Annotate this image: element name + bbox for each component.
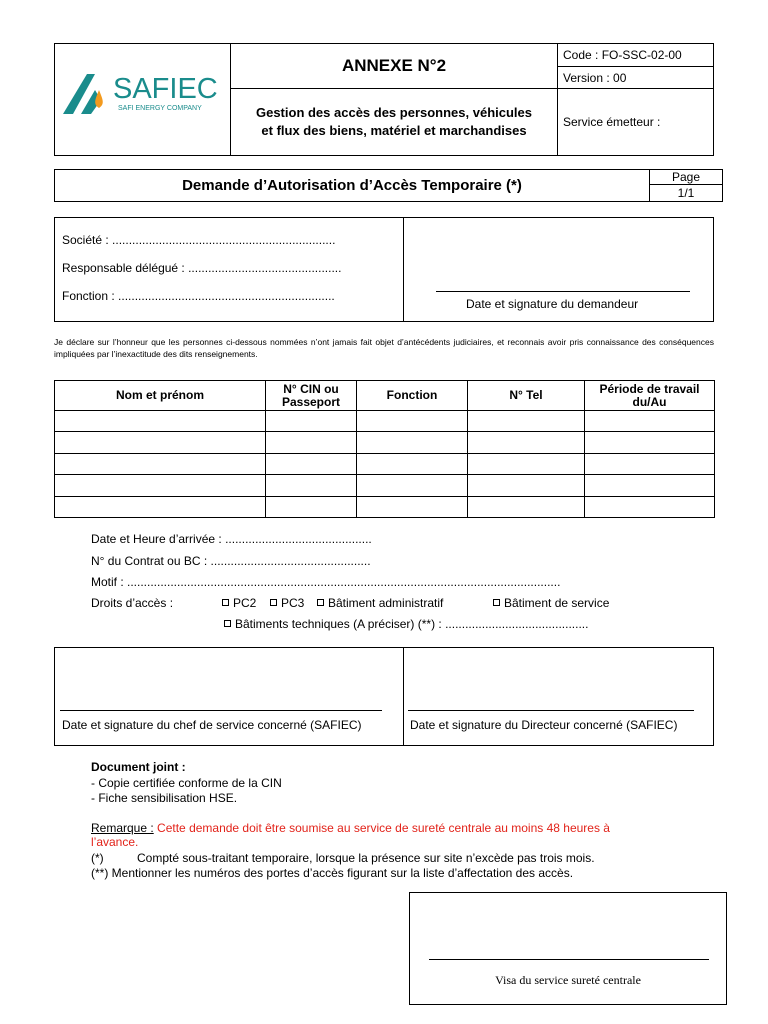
remark-text-line2: l’avance. [91,835,139,849]
doc-version: Version : 00 [563,70,627,85]
remark-block [91,821,691,835]
logo-icon [61,70,121,118]
motif-field[interactable]: Motif : .................................................................................................................................. [91,575,561,589]
logo [61,70,229,120]
header-cin: N° CIN ou Passeport [266,381,357,411]
doc-code: Code : FO-SSC-02-00 [563,48,682,62]
table-row[interactable] [55,453,715,474]
subject-cell [231,89,558,155]
logo-subtext: SAFI ENERGY COMPANY [118,105,202,112]
visa-line [429,959,709,960]
logo-text: SAFIEC [113,73,218,105]
directeur-signature-line [408,710,694,711]
checkbox-icon[interactable] [317,599,324,606]
table-row[interactable] [55,496,715,517]
documents-title: Document joint : [91,760,186,774]
version-cell [558,67,713,89]
remark-label: Remarque : [91,821,154,835]
annex-title: ANNEXE N°2 [341,56,447,75]
document-item: - Copie certifiée conforme de la CIN [91,776,282,790]
page-value: 1/1 [677,186,695,200]
service-cell [558,89,713,155]
fonction-field[interactable]: Fonction : ................................................................. [62,289,335,303]
option-label: Bâtiment administratif [328,596,444,610]
option-pc3[interactable] [270,596,304,610]
header-tel: N° Tel [468,381,585,411]
page-label: Page [671,170,701,184]
annex-title-cell [231,44,558,89]
declaration-text: Je déclare sur l’honneur que les personnes ci-dessous nommées n’ont jamais fait objet d’antécédents judiciaires, et reconnais avoir pris connaissance des conséquences impliquées par l’inexactitude des dits renseignements. [54,337,714,359]
subject-text: Gestion des accès des personnes, véhicules et flux des biens, matériel et marchandises [255,105,532,138]
remark-text-line1: Cette demande doit être soumise au service de sureté centrale au moins 48 heures à [157,821,610,835]
chef-signature-label: Date et signature du chef de service concerné (SAFIEC) [62,718,362,732]
note-2: (**) Mentionner les numéros des portes d’accès figurant sur la liste d’affectation des accès. [91,866,574,880]
header-periode: Période de travail du/Au [585,381,715,411]
contrat-field[interactable]: N° du Contrat ou BC : ................................................ [91,554,371,568]
document-item: - Fiche sensibilisation HSE. [91,791,238,805]
chef-signature-cell [55,648,404,745]
option-label: PC2 [233,596,257,610]
checkbox-icon[interactable] [493,599,500,606]
societe-field[interactable]: Société : ................................................................... [62,233,336,247]
service-emetteur: Service émetteur : [563,115,661,129]
option-pc2[interactable] [222,596,256,610]
persons-table-wrap [54,380,714,518]
applicant-block [54,217,714,322]
header-nom: Nom et prénom [55,381,266,411]
logo-cell [55,44,231,155]
page-label-cell [650,170,722,185]
directeur-signature-label: Date et signature du Directeur concerné (SAFIEC) [410,718,678,732]
visa-label: Visa du service sureté centrale [495,973,641,987]
table-row[interactable] [55,432,715,453]
option-batiment-service[interactable] [493,596,609,610]
form-title-block [54,169,723,202]
option-batiment-administratif[interactable] [317,596,443,610]
responsable-field[interactable]: Responsable délégué : .............................................. [62,261,342,275]
form-title-cell [55,170,650,201]
option-label: Bâtiments techniques (A préciser) (**) : ........................................... [235,617,589,631]
checkbox-icon[interactable] [270,599,277,606]
note-1-text: Compté sous-traitant temporaire, lorsque la présence sur site n’excède pas trois mois. [137,851,595,865]
persons-table [54,380,715,518]
checkbox-icon[interactable] [222,599,229,606]
table-row[interactable] [55,475,715,496]
signatures-block [54,647,714,746]
option-batiments-techniques[interactable] [224,617,588,631]
chef-signature-line [60,710,382,711]
option-label: PC3 [281,596,305,610]
code-cell [558,44,713,67]
droits-label: Droits d’accès : [91,596,174,610]
header-fonction: Fonction [357,381,468,411]
checkbox-icon[interactable] [224,620,231,627]
option-label: Bâtiment de service [504,596,610,610]
page-value-cell [650,185,722,201]
visa-box [409,892,727,1005]
form-title: Demande d’Autorisation d’Accès Temporaire (*) [182,177,522,194]
demandeur-signature-label: Date et signature du demandeur [466,297,639,311]
demandeur-signature-line [436,291,690,292]
note-1-marker: (*) [91,851,104,865]
table-row[interactable] [55,411,715,432]
applicant-fields [55,218,404,321]
header-block [54,43,714,156]
arrivee-field[interactable]: Date et Heure d’arrivée : ............................................ [91,532,372,546]
